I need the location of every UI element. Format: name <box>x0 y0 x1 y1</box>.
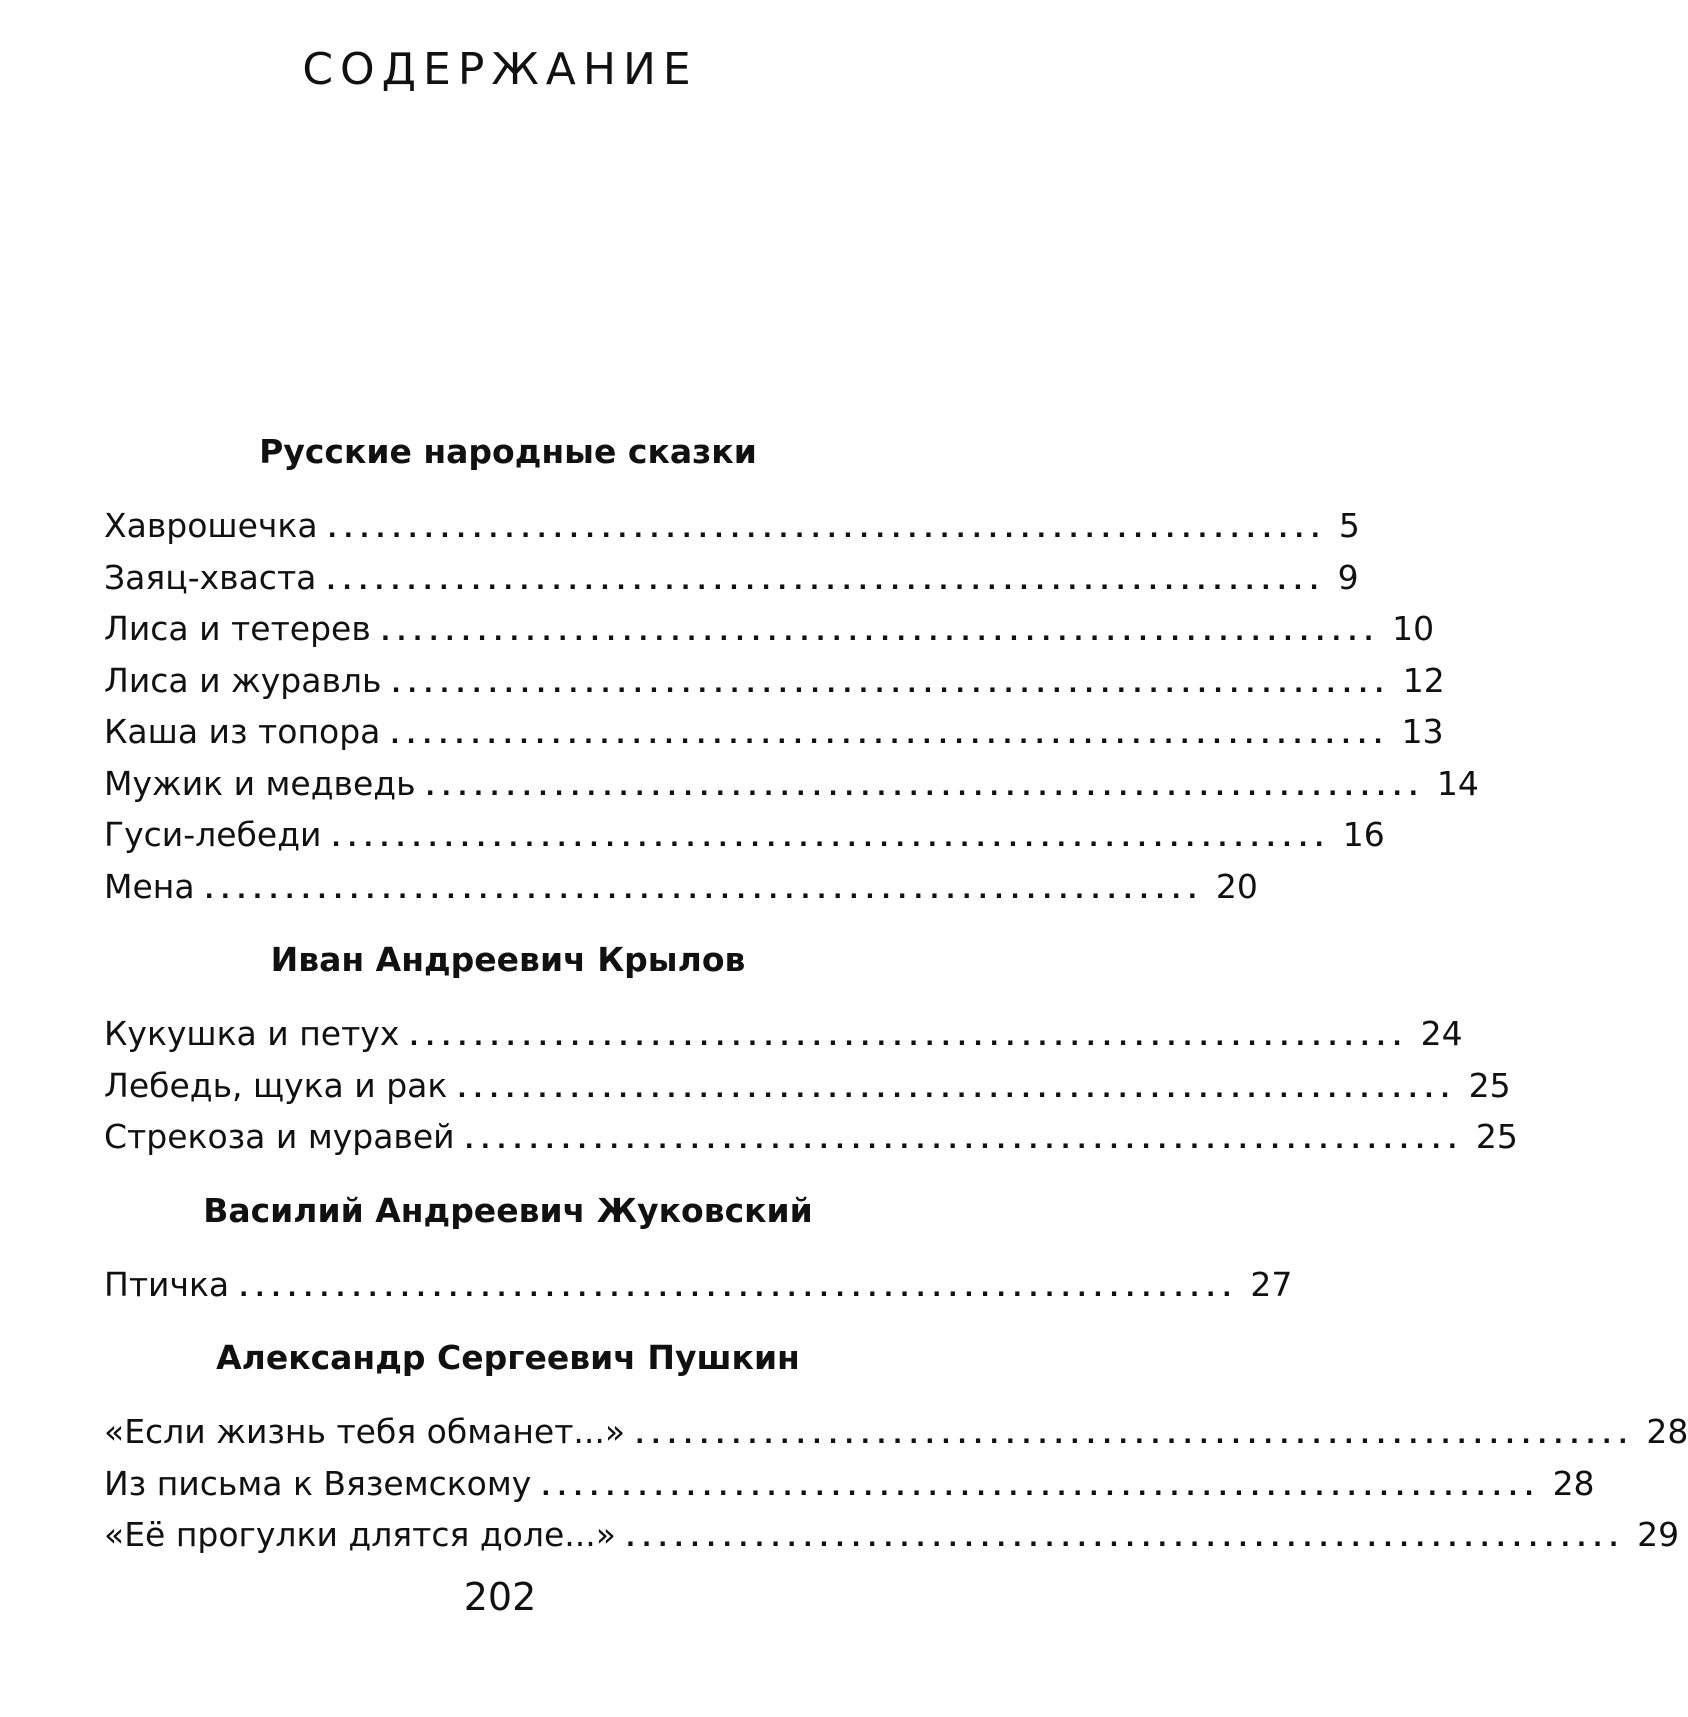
entry-title: Из письма к Вяземскому <box>104 1463 532 1503</box>
entry-title: Заяц-хваста <box>104 557 317 597</box>
dot-leader: .............................................................. <box>425 772 1425 801</box>
entry-title: «Её прогулки длятся доле...» <box>104 1515 616 1554</box>
section-heading: Иван Андреевич Крылов <box>270 940 746 979</box>
toc-entry[interactable] <box>104 655 1445 707</box>
dot-leader: .............................................................. <box>204 875 1204 904</box>
entry-page-number: 28 <box>1552 1463 1595 1503</box>
toc-section-krylov <box>104 938 1518 1163</box>
section-heading: Русские народные сказки <box>259 432 757 471</box>
section-entries <box>104 500 1479 912</box>
toc-entry[interactable] <box>104 1259 1293 1311</box>
dot-leader: .............................................................. <box>409 1023 1409 1051</box>
toc-entry[interactable] <box>104 1111 1518 1163</box>
entry-page-number: 28 <box>1646 1412 1688 1451</box>
section-entries <box>104 1406 1688 1561</box>
entry-page-number: 29 <box>1637 1515 1680 1554</box>
dot-leader: .............................................................. <box>625 1524 1626 1552</box>
entry-title: Каша из топора <box>104 712 381 751</box>
toc-section-zhukovsky <box>104 1189 1293 1311</box>
entry-page-number: 10 <box>1392 609 1435 648</box>
toc-entry[interactable] <box>104 809 1385 861</box>
dot-leader: .............................................................. <box>541 1472 1541 1501</box>
entry-page-number: 16 <box>1342 815 1385 854</box>
page-title: СОДЕРЖАНИЕ <box>302 44 698 95</box>
entry-title: Мена <box>104 866 195 906</box>
entry-page-number: 25 <box>1468 1065 1511 1105</box>
entry-title: Стрекоза и муравей <box>104 1117 455 1156</box>
toc-entry[interactable] <box>104 706 1444 758</box>
toc-entry[interactable] <box>104 1406 1688 1458</box>
entry-page-number: 20 <box>1215 866 1258 906</box>
dot-leader: .............................................................. <box>327 515 1327 543</box>
toc-entry[interactable] <box>104 758 1479 810</box>
dot-leader: .............................................................. <box>390 721 1390 749</box>
toc-entry[interactable] <box>104 861 1258 913</box>
entry-title: Лиса и журавль <box>104 660 382 700</box>
dot-leader: .............................................................. <box>326 566 1326 595</box>
dot-leader: .............................................................. <box>457 1074 1457 1103</box>
toc-entry[interactable] <box>104 1060 1511 1112</box>
dot-leader: .............................................................. <box>331 824 1331 852</box>
entry-title: Мужик и медведь <box>104 763 416 803</box>
toc-section-folk-tales <box>104 430 1479 912</box>
entry-title: Лиса и тетерев <box>104 609 371 648</box>
entry-title: Гуси-лебеди <box>104 815 322 854</box>
toc-entry[interactable] <box>104 500 1360 552</box>
entry-page-number: 5 <box>1338 506 1360 545</box>
dot-leader: .............................................................. <box>391 669 1391 698</box>
entry-page-number: 25 <box>1475 1117 1518 1156</box>
dot-leader: .............................................................. <box>380 618 1381 646</box>
toc-section-pushkin <box>104 1336 1688 1561</box>
dot-leader: .............................................................. <box>635 1421 1635 1449</box>
toc-entry[interactable] <box>104 1509 1680 1561</box>
entry-page-number: 27 <box>1250 1264 1293 1304</box>
entry-page-number: 24 <box>1420 1014 1463 1053</box>
dot-leader: .............................................................. <box>239 1273 1239 1302</box>
entry-page-number: 9 <box>1337 557 1359 597</box>
dot-leader: .............................................................. <box>464 1126 1464 1154</box>
toc-entry[interactable] <box>104 552 1359 604</box>
entry-title: Птичка <box>104 1264 230 1304</box>
entry-page-number: 14 <box>1436 763 1479 803</box>
section-entries <box>104 1008 1518 1163</box>
section-heading: Василий Андреевич Жуковский <box>203 1190 813 1230</box>
toc-entry[interactable] <box>104 603 1435 655</box>
page-number: 202 <box>463 1575 537 1619</box>
entry-page-number: 13 <box>1401 712 1444 751</box>
section-heading: Александр Сергеевич Пушкин <box>216 1338 800 1377</box>
toc-entry[interactable] <box>104 1458 1595 1510</box>
entry-title: Лебедь, щука и рак <box>104 1065 448 1105</box>
entry-title: «Если жизнь тебя обманет...» <box>104 1412 626 1451</box>
table-of-contents <box>104 430 1688 1561</box>
toc-entry[interactable] <box>104 1008 1463 1060</box>
entry-title: Хаврошечка <box>104 506 318 545</box>
entry-page-number: 12 <box>1402 660 1445 700</box>
entry-title: Кукушка и петух <box>104 1014 400 1053</box>
section-entries <box>104 1259 1293 1311</box>
